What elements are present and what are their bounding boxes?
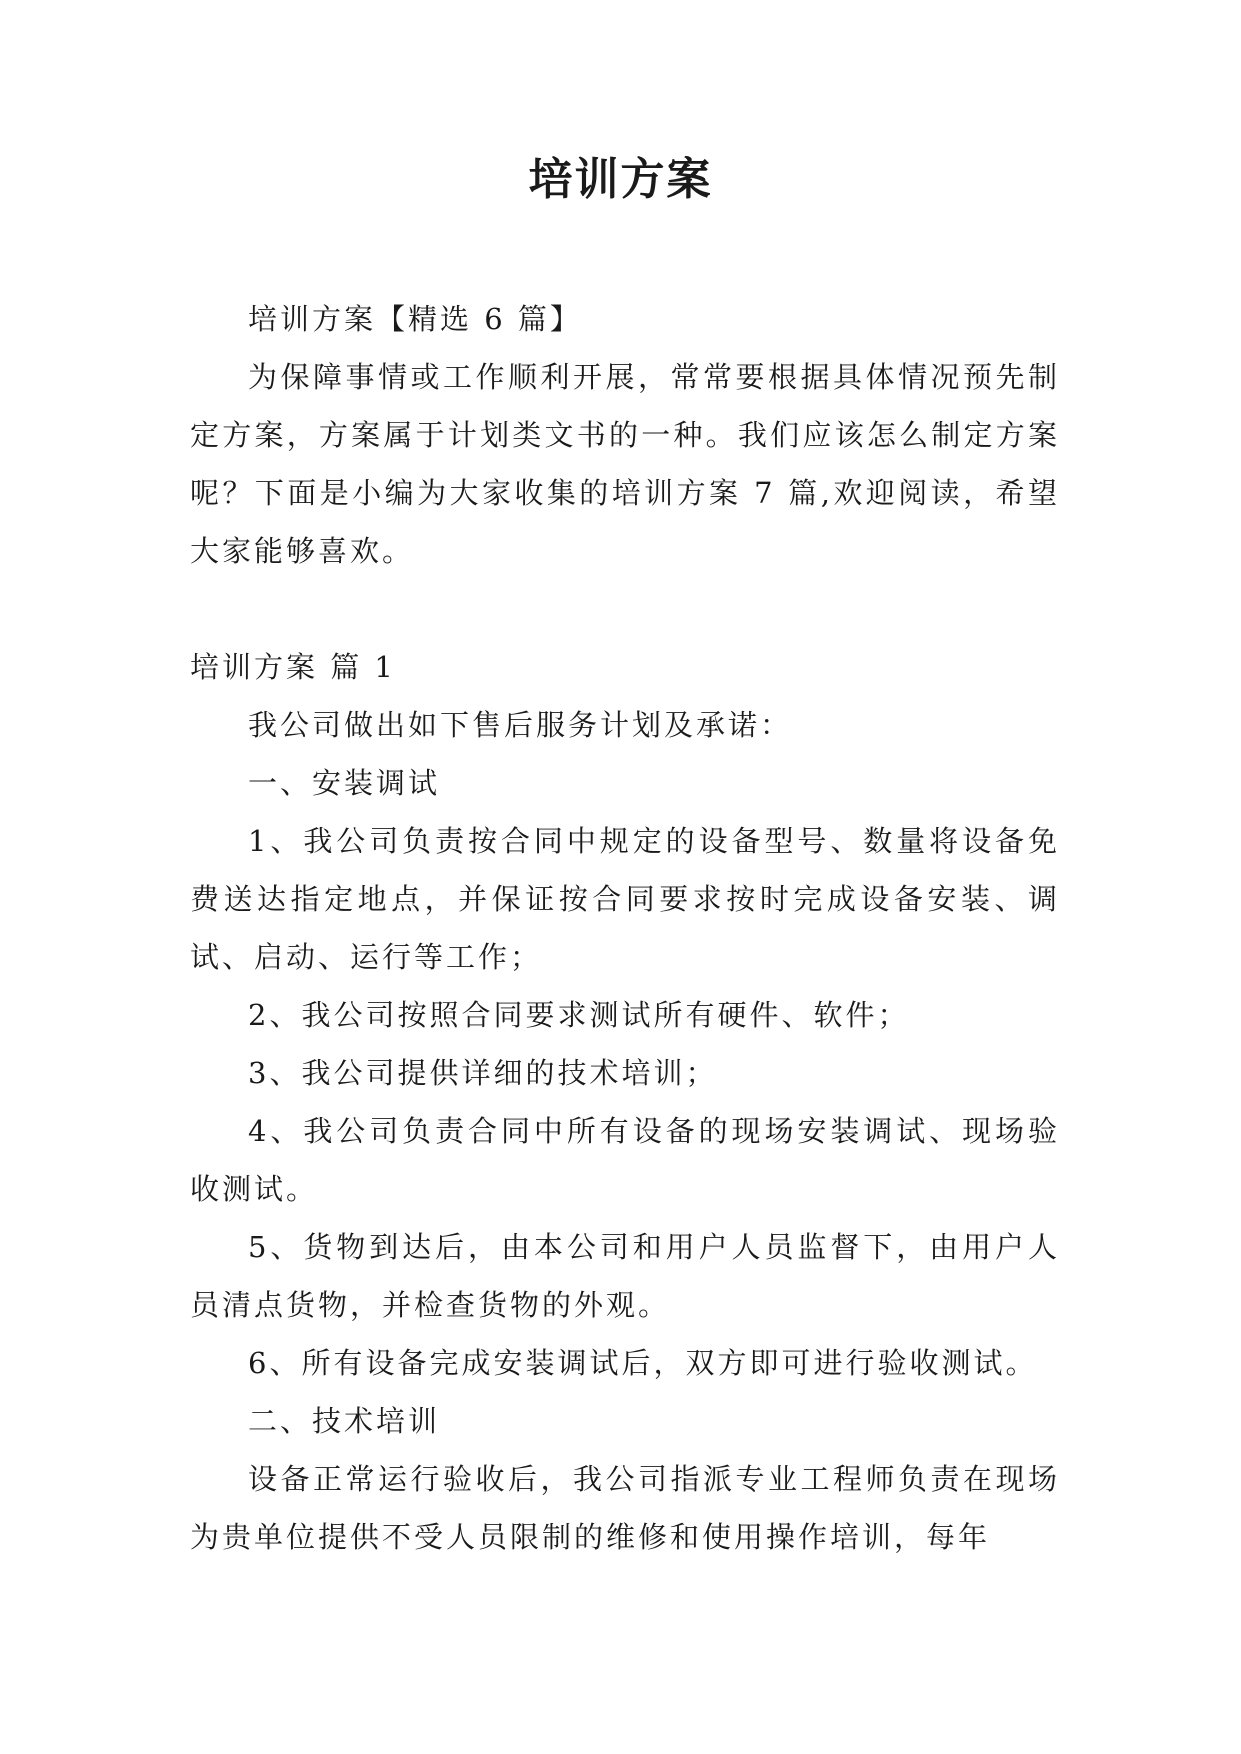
body-paragraph: 设备正常运行验收后，我公司指派专业工程师负责在现场为贵单位提供不受人员限制的维修和使用操作培训，每年 [190,1462,1060,1554]
body-paragraph: 1、我公司负责按合同中规定的设备型号、数量将设备免费送达指定地点，并保证按合同要求按时完成设备安装、调试、启动、运行等工作； [190,824,1060,974]
intro-paragraph: 为保障事情或工作顺利开展，常常要根据具体情况预先制定方案，方案属于计划类文书的一种。我们应该怎么制定方案呢？下面是小编为大家收集的培训方案 7 篇,欢迎阅读，希望大家能够喜欢。 [190,360,1060,568]
body-paragraph: 4、我公司负责合同中所有设备的现场安装调试、现场验收测试。 [190,1114,1060,1206]
document-title: 培训方案 [528,154,713,205]
body-paragraph: 二、技术培训 [248,1404,441,1438]
section-heading: 培训方案 篇 1 [190,650,396,684]
body-paragraph: 2、我公司按照合同要求测试所有硬件、软件； [248,998,910,1032]
intro-subtitle: 培训方案【精选 6 篇】 [248,302,582,336]
document-body [190,290,1060,1566]
body-paragraph: 3、我公司提供详细的技术培训； [248,1056,718,1090]
body-paragraph: 6、所有设备完成安装调试后，双方即可进行验收测试。 [248,1346,1038,1380]
body-paragraph: 我公司做出如下售后服务计划及承诺： [248,708,793,742]
body-paragraph: 5、货物到达后，由本公司和用户人员监督下，由用户人员清点货物，并检查货物的外观。 [190,1230,1060,1322]
section-spacer [190,580,1060,638]
body-paragraph: 一、安装调试 [248,766,441,800]
